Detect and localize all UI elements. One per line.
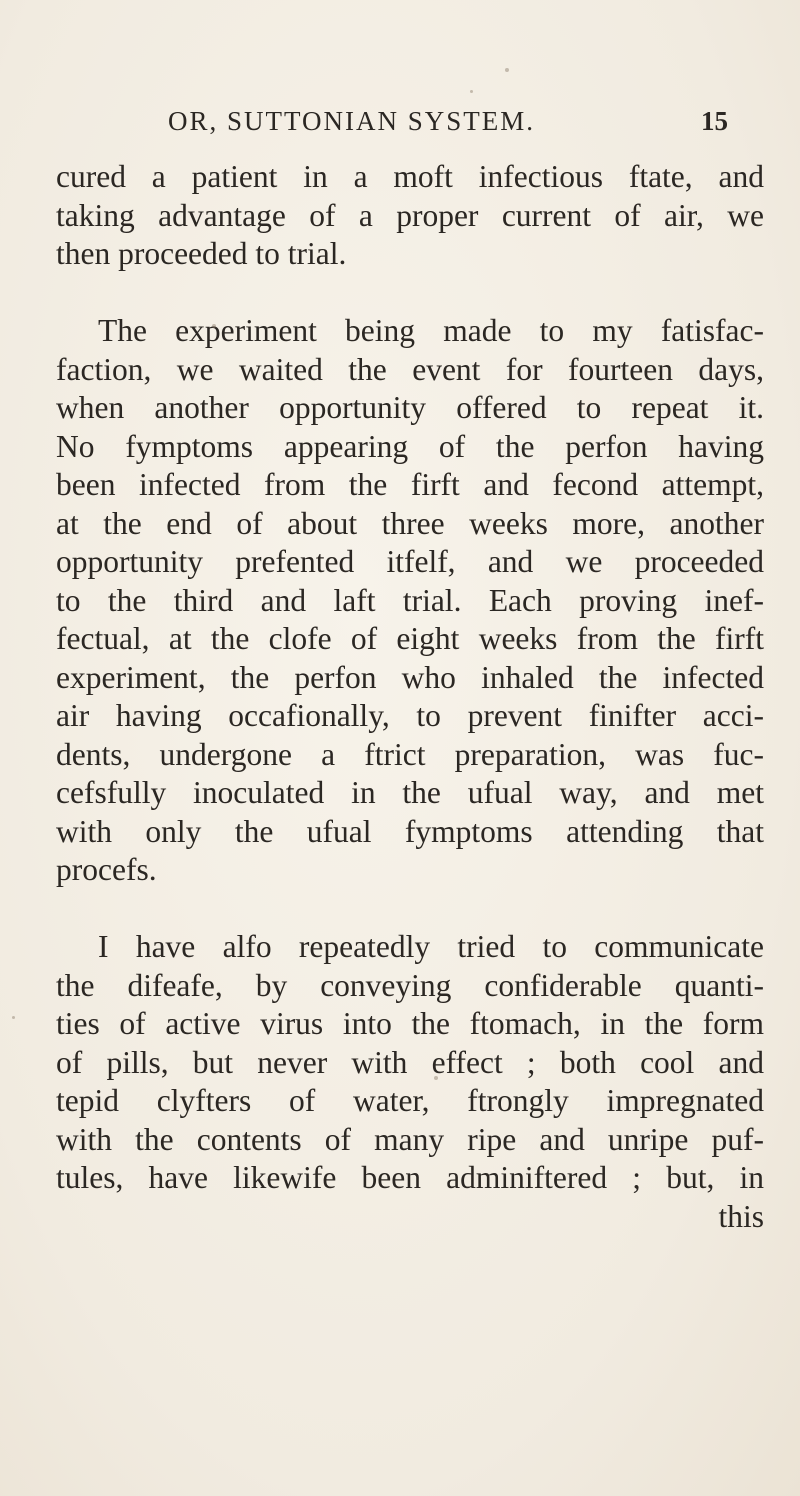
text-line: when another opportunity offered to repeat it.	[56, 390, 764, 425]
text-line: opportunity prefented itfelf, and we proceeded	[56, 544, 764, 579]
text-line: No fymptoms appearing of the perfon having	[56, 428, 764, 464]
running-head	[168, 106, 728, 146]
text-line: procefs.	[56, 852, 157, 887]
paragraph-gap	[56, 274, 764, 313]
text-line: The experiment being made to my fatisfac-	[98, 313, 764, 348]
running-title: OR, SUTTONIAN SYSTEM.	[168, 106, 536, 136]
text-line: fectual, at the clofe of eight weeks from the firft	[56, 621, 764, 656]
text-line: cured a patient in a moft infectious ftate, and	[56, 159, 764, 194]
text-line: then proceeded to trial.	[56, 236, 347, 271]
text-line: the difeafe, by conveying confiderable quanti-	[56, 967, 764, 1003]
text-line: air having occafionally, to prevent finifter acci-	[56, 698, 764, 733]
text-line: taking advantage of a proper current of air, we	[56, 197, 764, 233]
text-line: with only the ufual fymptoms attending that	[56, 813, 764, 849]
text-line: experiment, the perfon who inhaled the infected	[56, 659, 764, 695]
paper-speck	[434, 1076, 438, 1080]
text-line: ties of active virus into the ftomach, in the form	[56, 1006, 764, 1041]
text-line: been infected from the firft and fecond attempt,	[56, 467, 764, 502]
text-line: cefsfully inoculated in the ufual way, and met	[56, 775, 764, 810]
text-line: faction, we waited the event for fourteen days,	[56, 351, 764, 387]
body-text	[56, 158, 764, 1236]
text-line: at the end of about three weeks more, another	[56, 505, 764, 541]
paper-speck	[470, 90, 473, 93]
text-line: to the third and laft trial. Each proving inef-	[56, 582, 764, 618]
paragraph-gap	[56, 890, 764, 929]
text-line: of pills, but never with effect ; both cool and	[56, 1044, 764, 1080]
text-line: I have alfo repeatedly tried to communicate	[98, 929, 764, 964]
text-line: tules, have likewife been adminiftered ; but, in	[56, 1160, 764, 1195]
paper-speck	[12, 1016, 15, 1019]
text-line: with the contents of many ripe and unripe puf-	[56, 1121, 764, 1157]
text-line: dents, undergone a ftrict preparation, was fuc-	[56, 736, 764, 772]
catchword: this	[718, 1198, 764, 1234]
paper-speck	[212, 324, 216, 328]
paper-speck	[505, 68, 509, 72]
text-line: tepid clyfters of water, ftrongly impregnated	[56, 1083, 764, 1118]
page-number: 15	[701, 106, 728, 136]
